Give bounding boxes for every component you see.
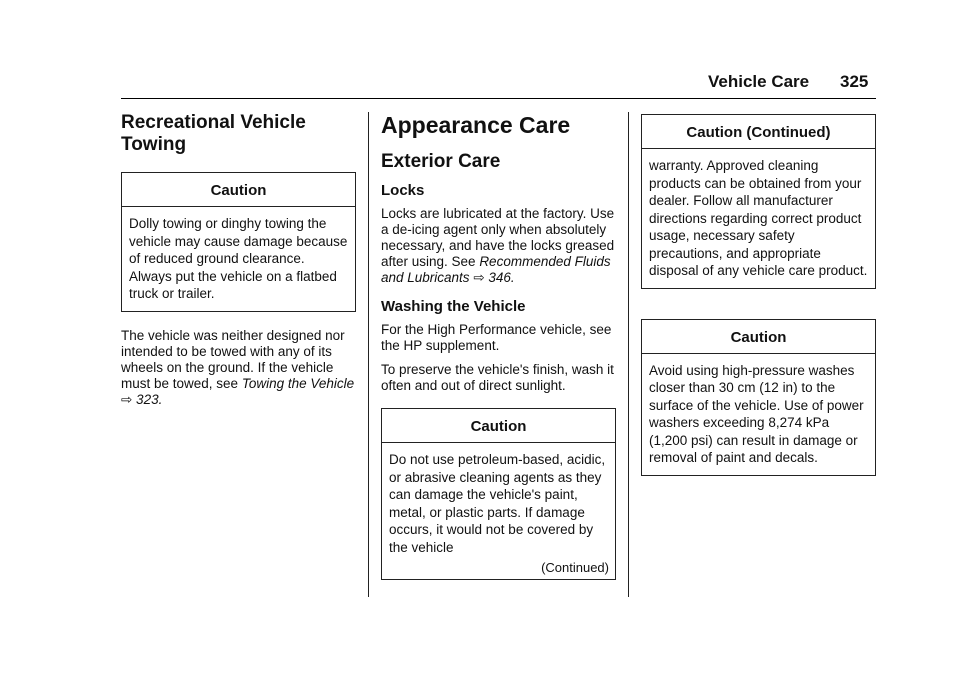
caution-text: Dolly towing or dinghy towing the vehicle may cause damage because of reduced ground clearance. Always put the vehicle on a flatbed truck or trailer. [129, 216, 348, 301]
caution-box-pressure-wash [641, 319, 876, 476]
locks-text: Locks are lubricated at the factory. Use a de-icing agent only when absolutely necessary, and have the locks greased after using. See [381, 206, 615, 269]
caution-text: Avoid using high-pressure washes closer than 30 cm (12 in) to the surface of the vehicle. Use of power washers exceeding 8,274 kPa (1,200 psi) can result in damage or removal of paint and decals. [649, 362, 864, 465]
column-divider-2 [628, 112, 629, 597]
caution-text: warranty. Approved cleaning products can be obtained from your dealer. Follow all manufacturer directions regarding correct product usage, necessary safety precautions, and appropriate disposal of any vehicle care product. [649, 158, 868, 278]
caution-box-cleaning [381, 408, 616, 580]
section-title: Vehicle Care [708, 72, 810, 91]
heading-line-1: Recreational Vehicle [121, 112, 306, 133]
caution-title: Caution [122, 173, 355, 207]
washing-heading: Washing the Vehicle [381, 298, 526, 315]
towing-paragraph [121, 328, 356, 408]
caution-title: Caution [642, 320, 875, 354]
washing-paragraph-2: To preserve the vehicle's finish, wash it often and out of direct sunlight. [381, 362, 614, 393]
locks-heading: Locks [381, 182, 425, 199]
header-divider [121, 98, 876, 99]
caution-title: Caution [382, 409, 615, 443]
towing-text: The vehicle was neither designed nor intended to be towed with any of its wheels on the ground. If the vehicle must be towed, see [121, 327, 345, 391]
column-middle [381, 112, 616, 594]
towing-reference-link[interactable]: Towing the Vehicle [241, 375, 355, 391]
locks-paragraph [381, 206, 616, 286]
appearance-care-title: Appearance Care [381, 112, 571, 138]
washing-paragraph-1: For the High Performance vehicle, see the HP supplement. [381, 322, 612, 353]
caution-box-continued [641, 114, 876, 289]
caution-box-towing [121, 172, 356, 312]
towing-page-reference[interactable]: ⇨ 323. [121, 391, 163, 407]
page-number: 325 [840, 72, 869, 91]
continued-label: (Continued) [541, 560, 609, 575]
column-divider-1 [368, 112, 369, 597]
caution-continued-title: Caution (Continued) [642, 115, 875, 149]
fluids-reference-link[interactable]: Recommended Fluids and Lubricants [381, 254, 611, 285]
column-right [641, 114, 876, 490]
exterior-care-heading: Exterior Care [381, 151, 501, 172]
page-header [0, 72, 960, 102]
heading-line-2: Towing [121, 134, 187, 155]
fluids-page-reference[interactable]: ⇨ 346. [473, 270, 515, 285]
column-left [121, 112, 356, 416]
rv-towing-heading [121, 112, 356, 156]
caution-text: Do not use petroleum-based, acidic, or abrasive cleaning agents as they can damage the vehicle's paint, metal, or plastic parts. If damage occurs, it would not be covered by the vehicle [389, 452, 606, 555]
